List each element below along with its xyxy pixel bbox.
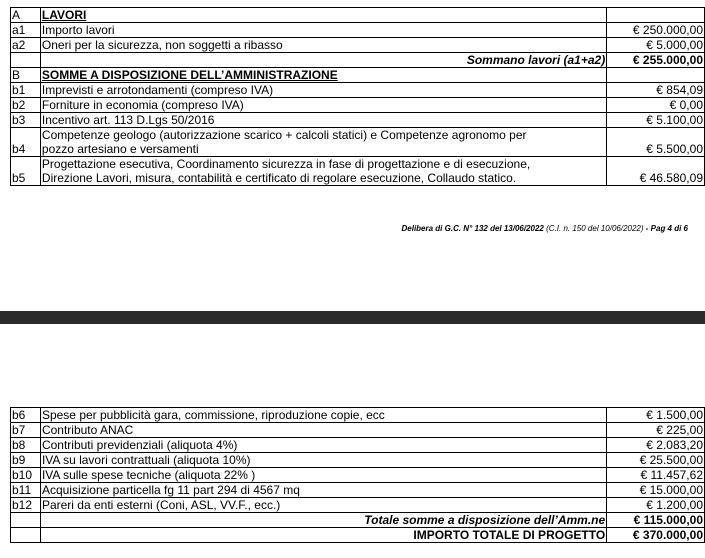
table-row <box>11 453 705 468</box>
row-description-line-2: Direzione Lavori, misura, contabilità e certificato di regolare esecuzione, Collaudo statico. <box>41 171 517 185</box>
table-row <box>11 408 705 423</box>
row-description-line-2: pozzo artesiano e versamenti <box>41 142 199 156</box>
table-row <box>11 128 705 157</box>
section-code: A <box>11 8 41 23</box>
section-title: SOMME A DISPOSIZIONE DELL’AMMINISTRAZIONE <box>40 68 606 83</box>
row-amount: € 1.200,00 <box>607 498 705 513</box>
empty-cell <box>11 53 41 68</box>
row-description-line-1: Progettazione esecutiva, Coordinamento sicurezza in fase di progettazione e di esecuzione, <box>41 157 531 171</box>
row-code: a1 <box>11 23 41 38</box>
empty-cell <box>11 528 41 543</box>
row-amount: € 15.000,00 <box>607 483 705 498</box>
row-description: Oneri per la sicurezza, non soggetti a ribasso <box>40 38 606 53</box>
row-code: b2 <box>11 98 41 113</box>
row-code: b10 <box>11 468 41 483</box>
row-code: b1 <box>11 83 41 98</box>
budget-table-part-2 <box>10 407 705 543</box>
row-code: b12 <box>11 498 41 513</box>
row-description-line-1: Competenze geologo (autorizzazione scarico + calcoli statici) e Competenze agronomo per <box>41 128 527 142</box>
row-amount: € 225,00 <box>607 423 705 438</box>
row-amount: € 11.457,62 <box>607 468 705 483</box>
section-code: B <box>11 68 41 83</box>
section-title: LAVORI <box>40 8 606 23</box>
table-row <box>11 423 705 438</box>
row-description: Importo lavori <box>40 23 606 38</box>
row-code: b4 <box>11 128 41 157</box>
row-description: Contributo ANAC <box>40 423 606 438</box>
row-amount: € 5.500,00 <box>607 128 705 157</box>
footer-ci: (C.I. n. 150 del 10/06/2022) <box>546 224 644 233</box>
table-row <box>11 38 705 53</box>
table-row <box>11 83 705 98</box>
row-description: IVA su lavori contrattuali (aliquota 10%) <box>40 453 606 468</box>
row-description: Contributi previdenziali (aliquota 4%) <box>40 438 606 453</box>
section-b-header <box>11 68 705 83</box>
subtotal-amount: € 115.000,00 <box>607 513 705 528</box>
row-code: a2 <box>11 38 41 53</box>
row-description: Imprevisti e arrotondamenti (compreso IVA) <box>40 83 606 98</box>
subtotal-row <box>11 513 705 528</box>
row-description: Acquisizione particella fg 11 part 294 di 4567 mq <box>40 483 606 498</box>
row-code: b3 <box>11 113 41 128</box>
table-row <box>11 468 705 483</box>
table-row <box>11 438 705 453</box>
empty-cell <box>11 513 41 528</box>
grand-total-label: IMPORTO TOTALE DI PROGETTO <box>40 528 606 543</box>
row-amount: € 854,09 <box>607 83 705 98</box>
row-code: b6 <box>11 408 41 423</box>
table-row <box>11 157 705 186</box>
row-amount: € 46.580,09 <box>607 157 705 186</box>
table-row <box>11 113 705 128</box>
row-code: b9 <box>11 453 41 468</box>
empty-cell <box>607 68 705 83</box>
section-a-total-row <box>11 53 705 68</box>
row-amount: € 1.500,00 <box>607 408 705 423</box>
row-amount: € 25.500,00 <box>607 453 705 468</box>
row-amount: € 5.100,00 <box>607 113 705 128</box>
budget-table-part-1 <box>10 7 705 186</box>
row-description <box>40 157 606 186</box>
row-description: Forniture in economia (compreso IVA) <box>40 98 606 113</box>
table-row <box>11 23 705 38</box>
row-amount: € 250.000,00 <box>607 23 705 38</box>
row-description: Pareri da enti esterni (Coni, ASL, VV.F., ecc.) <box>40 498 606 513</box>
empty-cell <box>607 8 705 23</box>
row-description: Spese per pubblicità gara, commissione, riproduzione copie, ecc <box>40 408 606 423</box>
section-total-amount: € 255.000,00 <box>607 53 705 68</box>
page-separator <box>0 311 705 324</box>
table-row <box>11 483 705 498</box>
grand-total-row <box>11 528 705 543</box>
section-total-label: Sommano lavori (a1+a2) <box>40 53 606 68</box>
row-code: b11 <box>11 483 41 498</box>
footer-page-number: - Pag 4 di 6 <box>645 224 688 233</box>
row-code: b7 <box>11 423 41 438</box>
subtotal-label: Totale somme a disposizione dell’Amm.ne <box>40 513 606 528</box>
page-footer <box>0 224 688 233</box>
footer-delibera: Delibera di G.C. N° 132 del 13/06/2022 <box>401 224 544 233</box>
row-code: b5 <box>11 157 41 186</box>
table-row <box>11 98 705 113</box>
row-description <box>40 128 606 157</box>
row-description: Incentivo art. 113 D.Lgs 50/2016 <box>40 113 606 128</box>
row-description: IVA sulle spese tecniche (aliquota 22% ) <box>40 468 606 483</box>
row-amount: € 5.000,00 <box>607 38 705 53</box>
row-code: b8 <box>11 438 41 453</box>
section-a-header <box>11 8 705 23</box>
row-amount: € 2.083,20 <box>607 438 705 453</box>
grand-total-amount: € 370.000,00 <box>607 528 705 543</box>
table-row <box>11 498 705 513</box>
row-amount: € 0,00 <box>607 98 705 113</box>
